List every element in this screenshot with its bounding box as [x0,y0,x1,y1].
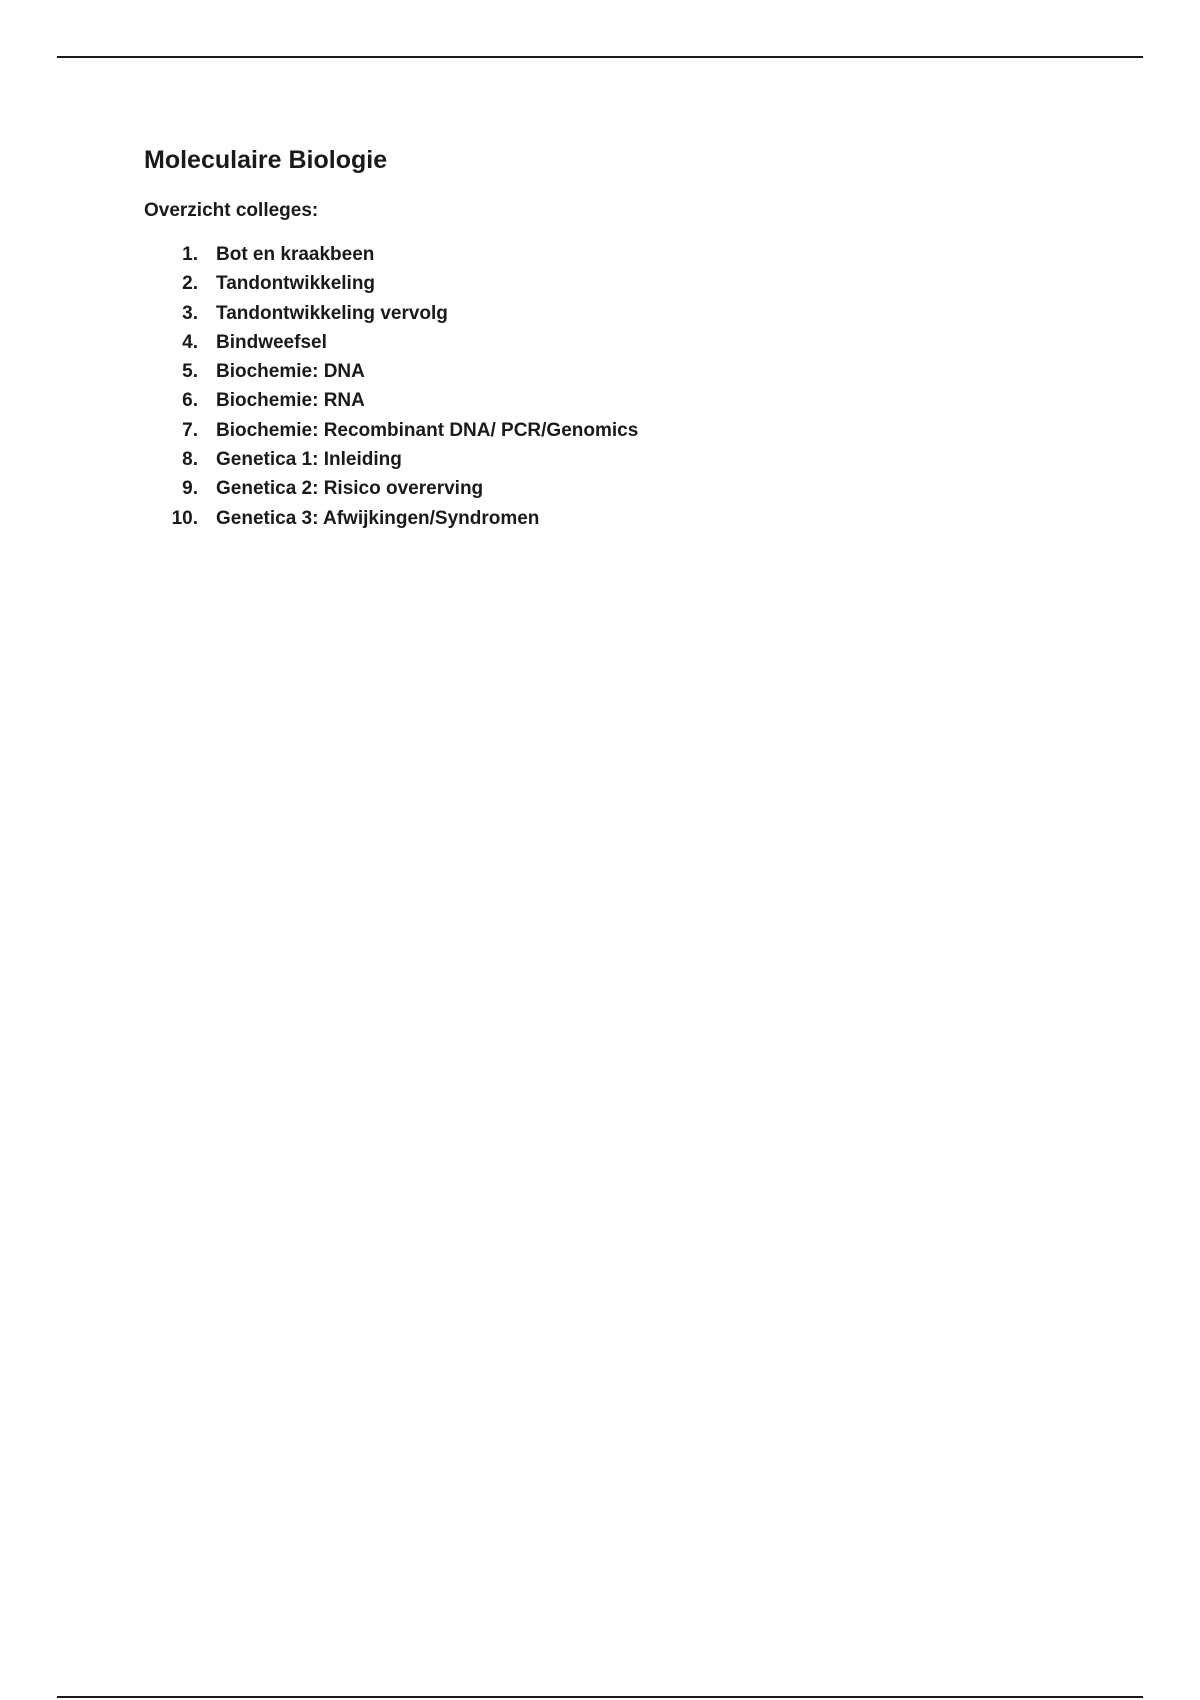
list-item-label: Tandontwikkeling [216,273,376,295]
footer-rule [57,1696,1143,1698]
list-item-label: Tandontwikkeling vervolg [216,302,448,324]
list-item-number: 1. [182,244,198,265]
section-subtitle: Overzicht colleges: [144,200,319,221]
list-item-label: Genetica 3: Afwijkingen/Syndromen [216,507,540,529]
list-item [144,448,638,477]
list-item [144,302,638,331]
list-item [144,243,638,272]
list-item-number: 8. [182,449,198,471]
list-item [144,419,638,448]
list-item [144,389,638,418]
header-rule [57,56,1143,58]
list-item-label: Bindweefsel [216,331,327,353]
list-item-number: 5. [182,361,198,383]
list-item-label: Biochemie: DNA [216,361,365,383]
list-item [144,477,638,506]
list-item-label: Bot en kraakbeen [216,244,375,265]
list-item [144,507,638,536]
list-item-label: Biochemie: RNA [216,390,365,412]
list-item-label: Genetica 2: Risico overerving [216,478,484,500]
list-item [144,272,638,301]
list-item-label: Biochemie: Recombinant DNA/ PCR/Genomics [216,419,639,441]
list-item [144,331,638,360]
list-item-label: Genetica 1: Inleiding [216,449,402,471]
list-item-number: 6. [182,390,198,412]
list-item-number: 7. [182,419,198,441]
list-item-number: 10. [171,507,198,529]
list-item-number: 2. [182,273,198,295]
list-item [144,360,638,389]
lecture-list [144,243,638,536]
list-item-number: 9. [182,478,198,500]
list-item-number: 4. [182,331,198,353]
list-item-number: 3. [182,302,198,324]
page-title: Moleculaire Biologie [144,146,388,174]
